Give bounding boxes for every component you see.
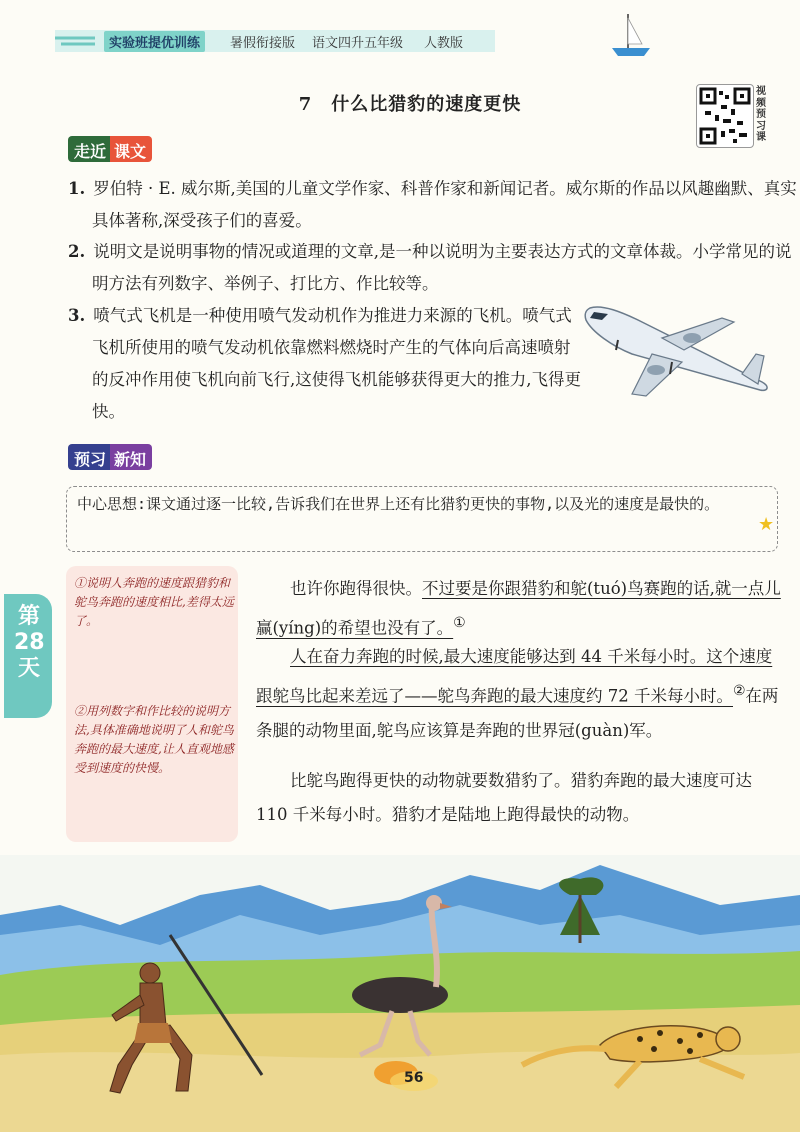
annotation-2: ②用列数字和作比较的说明方法,具体准确地说明了人和鸵鸟奔跑的最大速度,让人直观地感受到速度的快慢。 — [74, 704, 234, 775]
page-number: 56 — [404, 1070, 424, 1086]
item-number: 2. — [68, 242, 86, 261]
qr-label-char: 习 — [756, 120, 766, 132]
star-icon: ★ — [758, 514, 775, 535]
badge-part-a: 预习 — [68, 444, 110, 470]
text-run: 也许你跑得很快。 — [290, 579, 422, 598]
edition-label: 暑假衔接版 — [230, 36, 296, 51]
qr-label-char: 频 — [756, 97, 766, 109]
grade-label: 语文四升五年级 — [312, 36, 404, 51]
paragraph-1 — [256, 572, 784, 646]
qr-label-char: 课 — [756, 132, 766, 143]
qr-label-char: 视 — [756, 86, 766, 97]
section-badge-intro — [68, 136, 152, 162]
note-marker: ② — [733, 683, 746, 699]
item-number: 3. — [68, 306, 86, 325]
day-number: 28 — [14, 630, 45, 655]
intro-item-3 — [68, 300, 582, 428]
lesson-title: 7 什么比猎豹的速度更快 — [298, 94, 522, 115]
underlined-text: 人在奋力奔跑的时候,最大速度能够达到 44 千米每小时。这个速度跟鸵鸟比起来差远了——鸵鸟奔跑的最大速度约 72 千米每小时。 — [256, 647, 773, 706]
paragraph-2 — [256, 640, 784, 748]
item-text: 罗伯特 · E. 威尔斯,美国的儿童文学作家、科普作家和新闻记者。威尔斯的作品以风趣幽默、真实具体著称,深受孩子们的喜爱。 — [92, 179, 797, 230]
jet-airplane-illustration — [572, 298, 778, 402]
badge-part-a: 走近 — [68, 136, 110, 162]
section-badge-preview — [68, 444, 152, 470]
video-preview-label — [756, 86, 772, 144]
text-run: 在两条腿的动物里面,鸵鸟应该算是奔跑的世界冠(guàn)军。 — [256, 686, 779, 740]
series-title: 实验班提优训练 — [104, 31, 205, 52]
qr-code-icon[interactable] — [696, 84, 754, 148]
sailboat-icon — [606, 10, 656, 60]
note-marker: ① — [453, 615, 466, 631]
badge-part-b: 课文 — [110, 136, 152, 162]
item-number: 1. — [68, 179, 86, 198]
item-text: 喷气式飞机是一种使用喷气发动机作为推进力来源的飞机。喷气式飞机所使用的喷气发动机依靠燃料燃烧时产生的气体向后高速喷射的反冲作用使飞机向前飞行,这使得飞机能够获得更大的推力,飞得更快。 — [92, 306, 581, 421]
central-idea-box: 中心思想:课文通过逐一比较,告诉我们在世界上还有比猎豹更快的事物,以及光的速度是最快的。 — [66, 486, 778, 552]
day-label-part: 天 — [17, 656, 40, 681]
paragraph-3: 比鸵鸟跑得更快的动物就要数猎豹了。猎豹奔跑的最大速度可达 110 千米每小时。猎豹才是陆地上跑得最快的动物。 — [256, 771, 752, 824]
item-text: 说明文是说明事物的情况或道理的文章,是一种以说明为主要表达方式的文章体裁。小学常见的说明方法有列数字、举例子、打比方、作比较等。 — [92, 242, 792, 293]
intro-item-2 — [68, 236, 800, 300]
qr-label-char: 预 — [756, 109, 766, 120]
publisher-label: 人教版 — [424, 36, 464, 51]
badge-part-b: 新知 — [110, 444, 152, 470]
savanna-race-illustration — [0, 855, 800, 1132]
underlined-text: 不过要是你跟猎豹和鸵(tuó)鸟赛跑的话,就一点儿赢(yíng)的希望也没有了。 — [256, 579, 781, 638]
intro-item-1 — [68, 173, 800, 237]
day-label — [14, 604, 44, 682]
day-label-part: 第 — [17, 604, 40, 629]
annotation-1: ①说明人奔跑的速度跟猎豹和鸵鸟奔跑的速度相比,差得太远了。 — [74, 576, 234, 628]
